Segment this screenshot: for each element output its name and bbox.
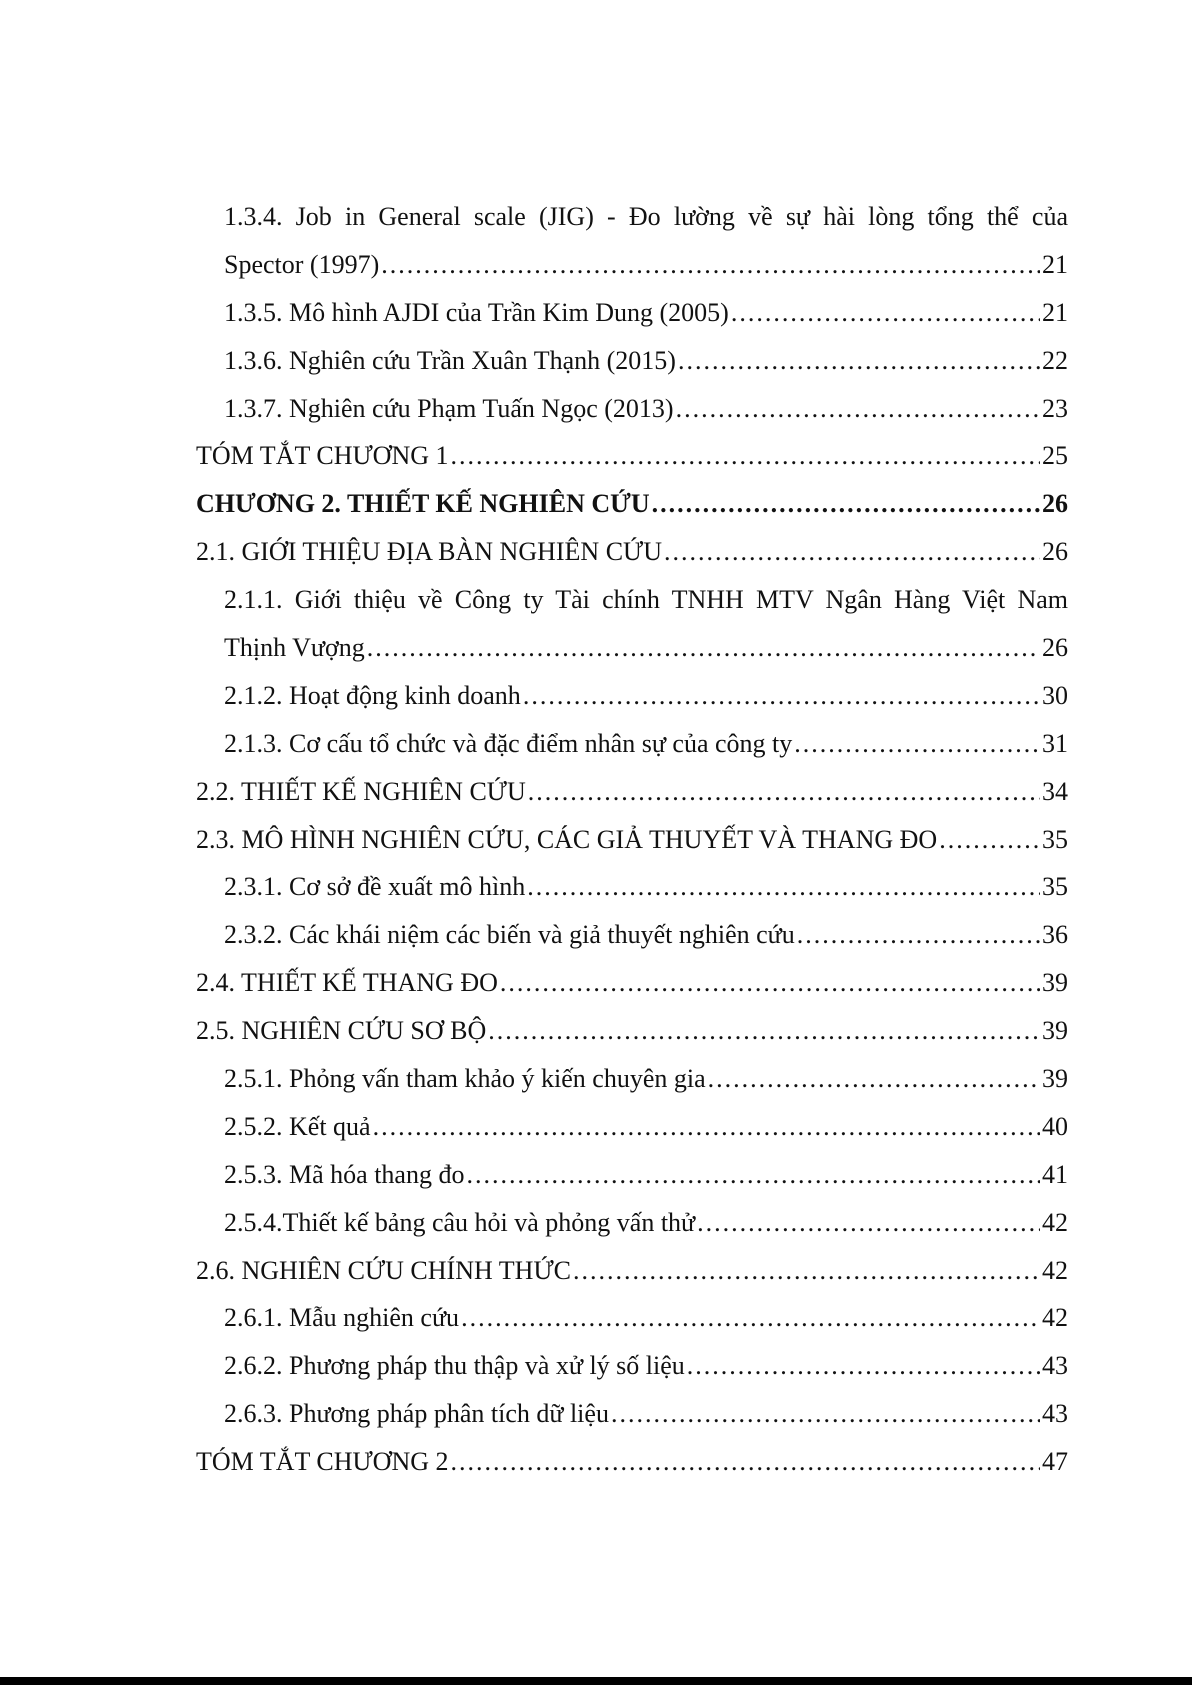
dot-leader [939, 816, 1040, 864]
toc-page-number: 34 [1042, 776, 1068, 806]
toc-entry[interactable] [196, 193, 1068, 241]
dot-leader [731, 289, 1040, 337]
toc-entry-title: 2.6. NGHIÊN CỨU CHÍNH THỨC [196, 1255, 571, 1285]
toc-page-number: 39 [1042, 1016, 1068, 1046]
toc-entry-title: 2.6.3. Phương pháp phân tích dữ liệu [224, 1399, 609, 1429]
toc-entry-title: 2.6.1. Mẫu nghiên cứu [224, 1303, 460, 1333]
page-bottom-edge [0, 1677, 1192, 1685]
toc-page-number: 47 [1042, 1447, 1068, 1477]
toc-entry-title: 2.3.1. Cơ sở đề xuất mô hình [224, 872, 526, 902]
toc-entry-title: 2.1.3. Cơ cấu tổ chức và đặc điểm nhân sự của công ty [224, 728, 793, 758]
toc-entry[interactable] [196, 1151, 1068, 1199]
dot-leader [676, 385, 1040, 433]
toc-entry[interactable] [196, 1199, 1068, 1247]
toc-page-number: 25 [1042, 441, 1068, 471]
dot-leader [373, 1103, 1040, 1151]
toc-entry-title: 2.3.2. Các khái niệm các biến và giả thuyết nghiên cứu [224, 920, 795, 950]
dot-leader [611, 1390, 1040, 1438]
toc-entry-title: 1.3.6. Nghiên cứu Trần Xuân Thạnh (2015) [224, 345, 676, 375]
toc-entry-title: 2.5.1. Phỏng vấn tham khảo ý kiến chuyên gia [224, 1064, 706, 1094]
toc-page-number: 39 [1042, 1064, 1068, 1094]
toc-page-number: 31 [1042, 728, 1068, 758]
toc-page-number: 35 [1042, 824, 1068, 854]
toc-page-number: 21 [1042, 297, 1068, 327]
toc-entry-title: 2.6.2. Phương pháp thu thập và xử lý số liệu [224, 1351, 685, 1381]
table-of-contents [196, 193, 1068, 1486]
toc-page-number: 39 [1042, 968, 1068, 998]
toc-entry-title-line1: 1.3.4. Job in General scale (JIG) - Đo lường về sự hài lòng tổng thể của [224, 202, 1068, 231]
toc-page-number: 43 [1042, 1399, 1068, 1429]
toc-page-number: 35 [1042, 872, 1068, 902]
toc-entry[interactable] [196, 959, 1068, 1007]
toc-entry[interactable] [196, 672, 1068, 720]
toc-page-number: 23 [1042, 393, 1068, 423]
dot-leader [697, 1199, 1040, 1247]
toc-page-number: 26 [1042, 537, 1068, 567]
toc-entry[interactable] [196, 1055, 1068, 1103]
toc-entry-continuation[interactable] [196, 624, 1068, 672]
toc-entry[interactable] [196, 1103, 1068, 1151]
toc-entry-continuation[interactable] [196, 241, 1068, 289]
dot-leader [500, 959, 1040, 1007]
toc-entry[interactable] [196, 432, 1068, 480]
toc-entry-title: 2.1.2. Hoạt động kinh doanh [224, 680, 521, 710]
toc-page-number: 42 [1042, 1303, 1068, 1333]
dot-leader [488, 1007, 1040, 1055]
toc-page-number: 21 [1042, 249, 1068, 279]
toc-entry-title-line2: Thịnh Vượng [224, 633, 365, 663]
toc-entry-title: 2.4. THIẾT KẾ THANG ĐO [196, 968, 498, 998]
dot-leader [687, 1342, 1040, 1390]
toc-entry[interactable] [196, 289, 1068, 337]
toc-entry-title: 2.5.4.Thiết kế bảng câu hỏi và phỏng vấn thử [224, 1207, 696, 1237]
toc-page-number: 22 [1042, 345, 1068, 375]
dot-leader [527, 863, 1040, 911]
dot-leader [528, 768, 1040, 816]
dot-leader [367, 624, 1040, 672]
toc-entry[interactable] [196, 385, 1068, 433]
dot-leader [461, 1294, 1040, 1342]
dot-leader [678, 337, 1040, 385]
toc-page-number: 30 [1042, 680, 1068, 710]
dot-leader [451, 432, 1041, 480]
toc-entry[interactable] [196, 863, 1068, 911]
toc-entry[interactable] [196, 337, 1068, 385]
toc-entry-title: 2.5.2. Kết quả [224, 1111, 371, 1141]
toc-entry[interactable] [196, 1247, 1068, 1295]
toc-entry-title: 2.1. GIỚI THIỆU ĐỊA BÀN NGHIÊN CỨU [196, 537, 662, 567]
dot-leader [451, 1438, 1041, 1486]
toc-entry-title-line2: Spector (1997) [224, 249, 380, 279]
dot-leader [652, 480, 1040, 528]
toc-entry[interactable] [196, 576, 1068, 624]
toc-entry-title: 2.2. THIẾT KẾ NGHIÊN CỨU [196, 776, 526, 806]
toc-entry[interactable] [196, 720, 1068, 768]
toc-entry-title: 1.3.7. Nghiên cứu Phạm Tuấn Ngọc (2013) [224, 393, 674, 423]
dot-leader [794, 720, 1040, 768]
toc-entry-title: CHƯƠNG 2. THIẾT KẾ NGHIÊN CỨU [196, 489, 650, 519]
toc-entry[interactable] [196, 1390, 1068, 1438]
toc-page-number: 41 [1042, 1159, 1068, 1189]
toc-entry[interactable] [196, 1007, 1068, 1055]
toc-page-number: 43 [1042, 1351, 1068, 1381]
toc-entry-title: 1.3.5. Mô hình AJDI của Trần Kim Dung (2005) [224, 297, 729, 327]
toc-entry[interactable] [196, 816, 1068, 864]
dot-leader [466, 1151, 1040, 1199]
toc-entry-title-line1: 2.1.1. Giới thiệu về Công ty Tài chính TNHH MTV Ngân Hàng Việt Nam [224, 585, 1068, 615]
dot-leader [664, 528, 1040, 576]
toc-entry-title: TÓM TẮT CHƯƠNG 2 [196, 1447, 449, 1477]
dot-leader [523, 672, 1040, 720]
toc-page-number: 26 [1042, 633, 1068, 663]
toc-entry[interactable] [196, 911, 1068, 959]
toc-page-number: 26 [1042, 489, 1068, 519]
toc-entry[interactable] [196, 1438, 1068, 1486]
dot-leader [797, 911, 1040, 959]
dot-leader [381, 241, 1040, 289]
dot-leader [708, 1055, 1040, 1103]
toc-page-number: 40 [1042, 1111, 1068, 1141]
toc-entry-title: 2.5. NGHIÊN CỨU SƠ BỘ [196, 1016, 487, 1046]
toc-entry[interactable] [196, 768, 1068, 816]
toc-entry[interactable] [196, 1294, 1068, 1342]
toc-page-number: 42 [1042, 1207, 1068, 1237]
toc-entry-title: TÓM TẮT CHƯƠNG 1 [196, 441, 449, 471]
toc-chapter-heading[interactable] [196, 480, 1068, 528]
toc-page-number: 42 [1042, 1255, 1068, 1285]
toc-entry-title: 2.5.3. Mã hóa thang đo [224, 1159, 465, 1189]
toc-page-number: 36 [1042, 920, 1068, 950]
toc-entry[interactable] [196, 528, 1068, 576]
toc-entry-title: 2.3. MÔ HÌNH NGHIÊN CỨU, CÁC GIẢ THUYẾT VÀ THANG ĐO [196, 824, 938, 854]
dot-leader [573, 1247, 1040, 1295]
toc-entry[interactable] [196, 1342, 1068, 1390]
